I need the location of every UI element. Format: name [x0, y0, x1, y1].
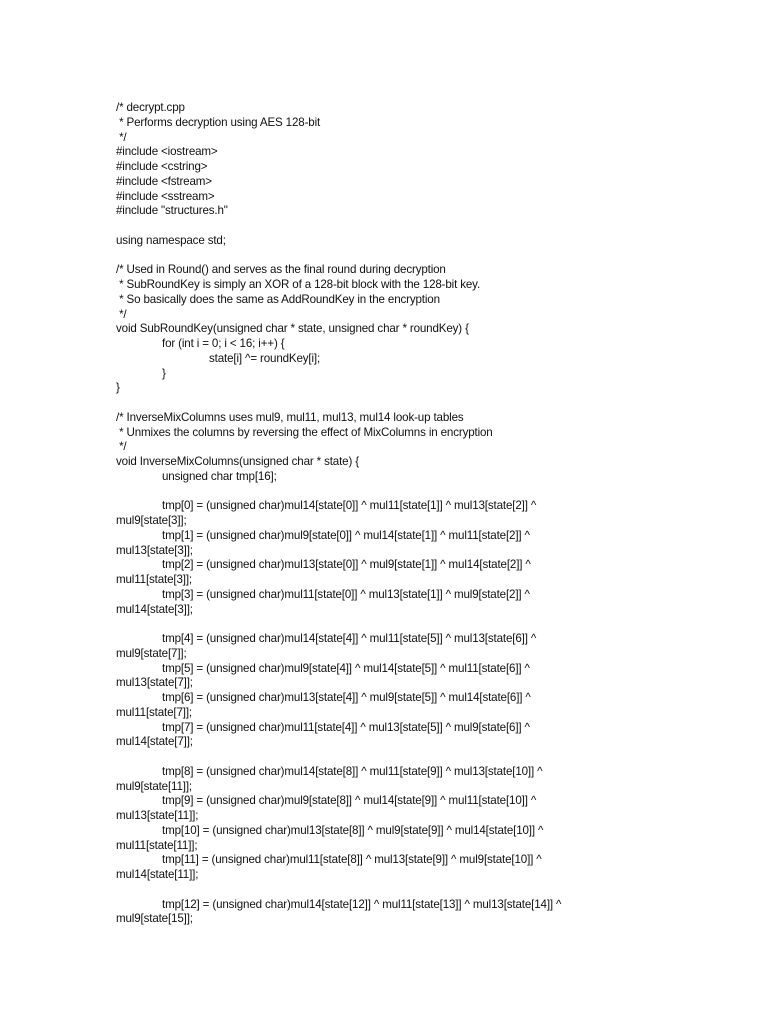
blank-line [116, 750, 736, 765]
code-line: tmp[0] = (unsigned char)mul14[state[0]] ^ mul11[state[1]] ^ mul13[state[2]] ^ [162, 499, 537, 513]
code-line: * Unmixes the columns by reversing the effect of MixColumns in encryption [116, 425, 493, 439]
code-line: tmp[6] = (unsigned char)mul13[state[4]] ^ mul9[state[5]] ^ mul14[state[6]] ^ [162, 691, 531, 704]
code-line: unsigned char tmp[16]; [162, 469, 277, 483]
code-line: * So basically does the same as AddRoundKey in the encryption [116, 292, 440, 306]
code-line: tmp[4] = (unsigned char)mul14[state[4]] ^ mul11[state[5]] ^ mul13[state[6]] ^ [162, 632, 537, 645]
code-line: #include "structures.h" [116, 204, 228, 218]
code-line: for (int i = 0; i < 16; i++) { [162, 337, 285, 350]
code-line: #include <cstring> [116, 160, 208, 173]
blank-line [116, 883, 736, 898]
code-line: tmp[10] = (unsigned char)mul13[state[8]] ^ mul9[state[9]] ^ mul14[state[10]] ^ [162, 823, 544, 837]
code-line: tmp[3] = (unsigned char)mul11[state[0]] ^ mul13[state[1]] ^ mul9[state[2]] ^ [162, 587, 530, 601]
code-line: tmp[12] = (unsigned char)mul14[state[12]] ^ mul11[state[13]] ^ mul13[state[14]] ^ [162, 897, 562, 911]
code-line: state[i] ^= roundKey[i]; [209, 351, 321, 365]
code-line: tmp[9] = (unsigned char)mul9[state[8]] ^ mul14[state[9]] ^ mul11[state[10]] ^ [162, 794, 537, 808]
code-line: * SubRoundKey is simply an XOR of a 128-bit block with the 128-bit key. [116, 278, 481, 291]
code-line: */ [116, 130, 127, 144]
code-line: void SubRoundKey(unsigned char * state, unsigned char * roundKey) { [116, 322, 469, 336]
code-line: mul11[state[7]]; [116, 705, 193, 719]
code-line: #include <iostream> [116, 145, 218, 159]
blank-line [116, 249, 736, 264]
code-line: */ [116, 307, 127, 321]
code-line: } [162, 366, 166, 380]
code-line: mul13[state[7]]; [116, 676, 193, 690]
code-line: /* Used in Round() and serves as the final round during decryption [116, 263, 446, 277]
code-line: * Performs decryption using AES 128-bit [116, 115, 321, 129]
code-line: mul14[state[11]]; [116, 868, 199, 881]
code-line: #include <sstream> [116, 189, 215, 203]
code-line: */ [116, 440, 127, 454]
code-line: mul9[state[11]]; [116, 779, 193, 793]
code-line: using namespace std; [116, 233, 226, 247]
code-line: tmp[2] = (unsigned char)mul13[state[0]] ^ mul9[state[1]] ^ mul14[state[2]] ^ [162, 558, 531, 572]
code-line: mul9[state[7]]; [116, 646, 187, 660]
code-line: tmp[7] = (unsigned char)mul11[state[4]] ^ mul13[state[5]] ^ mul9[state[6]] ^ [162, 720, 530, 734]
code-listing [116, 101, 736, 927]
code-line: tmp[5] = (unsigned char)mul9[state[4]] ^ mul14[state[5]] ^ mul11[state[6]] ^ [162, 661, 530, 675]
code-line: mul14[state[7]]; [116, 735, 193, 749]
blank-line [116, 219, 736, 234]
code-line: mul9[state[3]]; [116, 514, 187, 527]
code-line: mul13[state[3]]; [116, 543, 193, 557]
code-line: #include <fstream> [116, 174, 212, 188]
code-line: tmp[1] = (unsigned char)mul9[state[0]] ^ mul14[state[1]] ^ mul11[state[2]] ^ [162, 528, 530, 542]
blank-line [116, 617, 736, 632]
code-line: tmp[8] = (unsigned char)mul14[state[8]] ^ mul11[state[9]] ^ mul13[state[10]] ^ [162, 764, 543, 778]
code-line: mul11[state[11]]; [116, 838, 198, 852]
code-line: } [116, 381, 120, 395]
blank-line [116, 485, 736, 500]
blank-line [116, 396, 736, 411]
code-line: mul11[state[3]]; [116, 573, 193, 586]
code-line: void InverseMixColumns(unsigned char * state) { [116, 455, 359, 468]
code-line: /* InverseMixColumns uses mul9, mul11, mul13, mul14 look-up tables [116, 410, 464, 424]
code-line: /* decrypt.cpp [116, 101, 185, 114]
code-line: tmp[11] = (unsigned char)mul11[state[8]] ^ mul13[state[9]] ^ mul9[state[10]] ^ [162, 853, 542, 867]
code-line: mul9[state[15]]; [116, 912, 193, 926]
code-line: mul13[state[11]]; [116, 809, 199, 822]
code-line: mul14[state[3]]; [116, 602, 193, 616]
